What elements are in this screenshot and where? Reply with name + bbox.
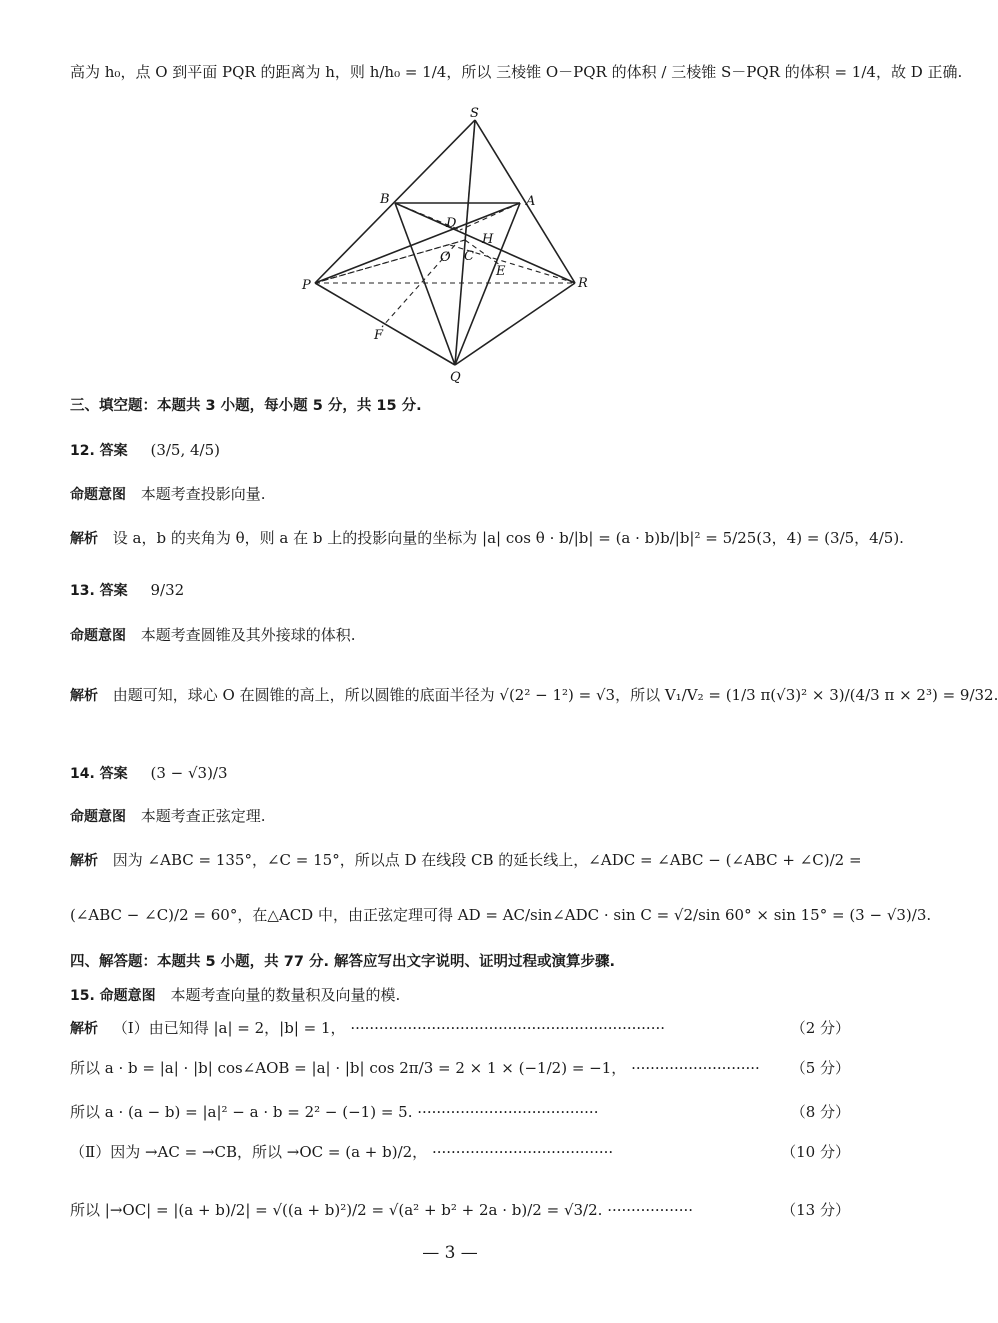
q12-intent: 本题考查投影向量. xyxy=(140,485,266,503)
label-D: D xyxy=(446,216,457,231)
q14-answer: (3 − √3)/3 xyxy=(150,764,228,782)
tetrahedron-figure xyxy=(300,105,590,385)
q12-intent-label: 命题意图 xyxy=(70,487,126,503)
solid-edges xyxy=(315,120,575,365)
q12-answer-line xyxy=(70,440,850,461)
q12-intent-line xyxy=(70,484,850,505)
label-H: H xyxy=(482,232,494,247)
leader-dots: ·································································· xyxy=(350,1019,666,1037)
q12-label: 12. 答案 xyxy=(70,443,128,459)
q13-intent: 本题考查圆锥及其外接球的体积. xyxy=(140,626,356,644)
section-4-heading: 四、解答题：本题共 5 小题，共 77 分. 解答应写出文字说明、证明过程或演算步骤. xyxy=(70,954,616,970)
top-line: 高为 h₀，点 O 到平面 PQR 的距离为 h，则 h/h₀ = 1/4，所以 三棱锥 O－PQR 的体积 / 三棱锥 S－PQR 的体积 = 1/4，故 D 正确. xyxy=(70,63,963,81)
q15-step1-line xyxy=(70,1018,850,1039)
label-C: C xyxy=(464,249,474,264)
q15-analysis-label: 解析 xyxy=(70,1021,98,1037)
label-E: E xyxy=(496,264,506,279)
q15-step5: 所以 |→OC| = |(a + b)/2| = √((a + b)²)/2 = √(a² + b² + 2a · b)/2 = √3/2. xyxy=(70,1201,603,1219)
label-P: P xyxy=(302,278,311,293)
label-O: O xyxy=(440,250,451,265)
q13-analysis: 由题可知，球心 O 在圆锥的高上，所以圆锥的底面半径为 √(2² − 1²) = √3，所以 V₁/V₂ = (1/3 π(√3)² × 3)/(4/3 π × 2³) = 9/32. xyxy=(112,686,998,704)
q14-intent-label: 命题意图 xyxy=(70,809,126,825)
q12-answer: (3/5, 4/5) xyxy=(150,441,220,459)
label-Q: Q xyxy=(450,370,461,385)
q12-analysis-label: 解析 xyxy=(70,531,98,547)
q15-step3-line xyxy=(70,1102,850,1122)
q14-intent: 本题考查正弦定理. xyxy=(140,807,266,825)
q15-score4: （10 分） xyxy=(781,1143,850,1161)
page-number: — 3 — xyxy=(422,1243,478,1263)
q15-step1: （Ⅰ）由已知得 |a| = 2，|b| = 1， xyxy=(112,1019,346,1037)
q14-analysis-label: 解析 xyxy=(70,853,98,869)
q13-intent-label: 命题意图 xyxy=(70,628,126,644)
q15-score2: （5 分） xyxy=(790,1059,850,1077)
label-B: B xyxy=(380,192,390,207)
q15-step3: 所以 a · (a − b) = |a|² − a · b = 2² − (−1) = 5. xyxy=(70,1103,413,1121)
q13-intent-line xyxy=(70,625,850,646)
q15-score5: （13 分） xyxy=(781,1201,850,1219)
leader-dots: ······································ xyxy=(431,1143,614,1161)
q14-intent-line xyxy=(70,806,850,827)
label-S: S xyxy=(470,106,479,121)
leader-dots: ··························· xyxy=(631,1059,760,1077)
q14-analysis-line-2: (∠ABC − ∠C)/2 = 60°，在△ACD 中，由正弦定理可得 AD = AC/sin∠ADC · sin C = √2/sin 60° × sin 15° = (3 − √3)/3. xyxy=(70,906,932,924)
q13-analysis-label: 解析 xyxy=(70,688,98,704)
q14-analysis-1: 因为 ∠ABC = 135°，∠C = 15°，所以点 D 在线段 CB 的延长线上，∠ADC = ∠ABC − (∠ABC + ∠C)/2 = xyxy=(112,851,862,869)
q14-answer-line xyxy=(70,763,850,784)
q15-step2-line xyxy=(70,1058,850,1078)
q15-step2: 所以 a · b = |a| · |b| cos∠AOB = |a| · |b| cos 2π/3 = 2 × 1 × (−1/2) = −1， xyxy=(70,1059,627,1077)
q15-score3: （8 分） xyxy=(790,1103,850,1121)
section-3-heading: 三、填空题：本题共 3 小题，每小题 5 分，共 15 分. xyxy=(70,398,422,414)
q12-analysis-line xyxy=(70,528,904,549)
leader-dots: ·················· xyxy=(607,1201,694,1219)
q15-intent-line xyxy=(70,985,850,1006)
leader-dots: ······································ xyxy=(417,1103,599,1121)
q15-step4: （Ⅱ）因为 →AC = →CB，所以 →OC = (a + b)/2， xyxy=(70,1143,428,1161)
q15-label: 15. 命题意图 xyxy=(70,988,156,1004)
q12-analysis: 设 a，b 的夹角为 θ，则 a 在 b 上的投影向量的坐标为 |a| cos θ · b/|b| = (a · b)b/|b|² = 5/25(3，4) = (3/5，4/5). xyxy=(112,529,904,547)
q13-label: 13. 答案 xyxy=(70,583,128,599)
q15-step5-line xyxy=(70,1200,850,1220)
q15-intent: 本题考查向量的数量积及向量的模. xyxy=(170,986,401,1004)
q15-score1: （2 分） xyxy=(790,1019,850,1037)
q14-label: 14. 答案 xyxy=(70,766,128,782)
label-F: F xyxy=(374,328,384,343)
label-A: A xyxy=(526,194,536,209)
q13-answer-line xyxy=(70,580,850,601)
label-R: R xyxy=(578,276,588,291)
q13-analysis-line xyxy=(70,685,998,706)
q13-answer: 9/32 xyxy=(150,581,185,599)
q15-step4-line xyxy=(70,1142,850,1162)
q14-analysis-line-1 xyxy=(70,850,862,871)
